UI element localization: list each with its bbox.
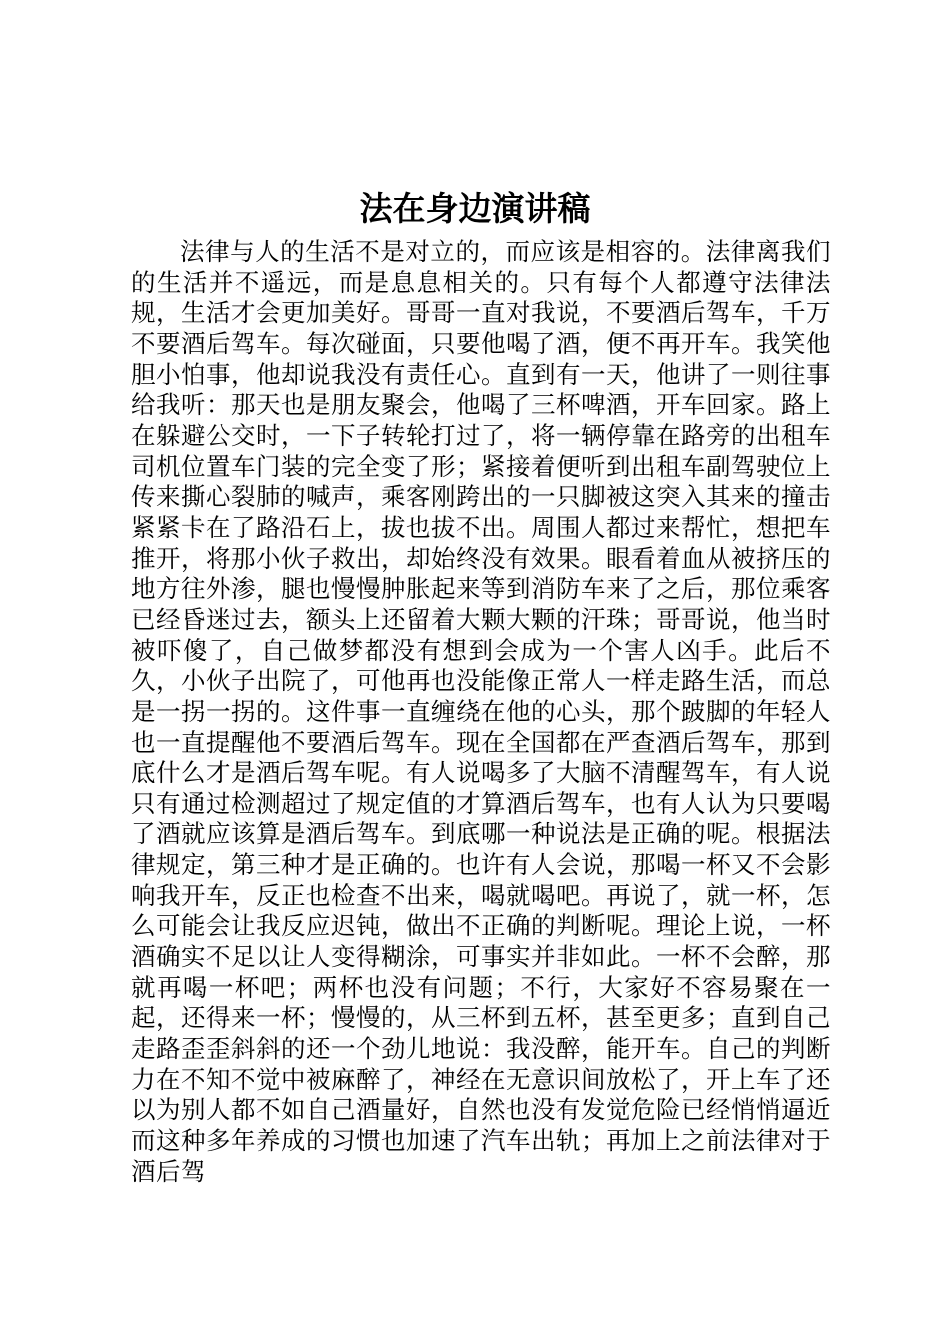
body-paragraph: 法律与人的生活不是对立的，而应该是相容的。法律离我们的生活并不遥远，而是息息相关的。只有每个人都遵守法律法规，生活才会更加美好。哥哥一直对我说，不要酒后驾车，千万不要酒后驾车。每次碰面，只要他喝了酒，便不再开车。我笑他胆小怕事，他却说我没有责任心。直到有一天，他讲了一则往事给我听：那天也是朋友聚会，他喝了三杯啤酒，开车回家。路上在躲避公交时，一下子转轮打过了，将一辆停靠在路旁的出租车司机位置车门装的完全变了形；紧接着便听到出租车副驾驶位上传来撕心裂肺的喊声，乘客刚跨出的一只脚被这突入其来的撞击紧紧卡在了路沿石上，拔也拔不出。周围人都过来帮忙，想把车推开，将那小伙子救出，却始终没有效果。眼看着血从被挤压的地方往外渗，腿也慢慢肿胀起来等到消防车来了之后，那位乘客已经昏迷过去，额头上还留着大颗大颗的汗珠；哥哥说，他当时被吓傻了，自己做梦都没有想到会成为一个害人凶手。此后不久，小伙子出院了，可他再也没能像正常人一样走路生活，而总是一拐一拐的。这件事一直缠绕在他的心头，那个跛脚的年轻人也一直提醒他不要酒后驾车。现在全国都在严查酒后驾车，那到底什么才是酒后驾车呢。有人说喝多了大脑不清醒驾车，有人说只有通过检测超过了规定值的才算酒后驾车，也有人认为只要喝了酒就应该算是酒后驾车。到底哪一种说法是正确的呢。根据法律规定，第三种才是正确的。也许有人会说，那喝一杯又不会影响我开车，反正也检查不出来，喝就喝吧。再说了，就一杯，怎么可能会让我反应迟钝，做出不正确的判断呢。理论上说，一杯酒确实不足以让人变得糊涂，可事实并非如此。一杯不会醉，那就再喝一杯吧；两杯也没有问题；不行，大家好不容易聚在一起，还得来一杯；慢慢的，从三杯到五杯，甚至更多；直到自己走路歪歪斜斜的还一个劲儿地说：我没醉，能开车。自己的判断力在不知不觉中被麻醉了，神经在无意识间放松了，开上车了还以为别人都不如自己酒量好，自然也没有发觉危险已经悄悄逼近而这种多年养成的习惯也加速了汽车出轨；再加上之前法律对于酒后驾 (131, 237, 831, 1186)
document-title: 法在身边演讲稿 (359, 189, 591, 228)
